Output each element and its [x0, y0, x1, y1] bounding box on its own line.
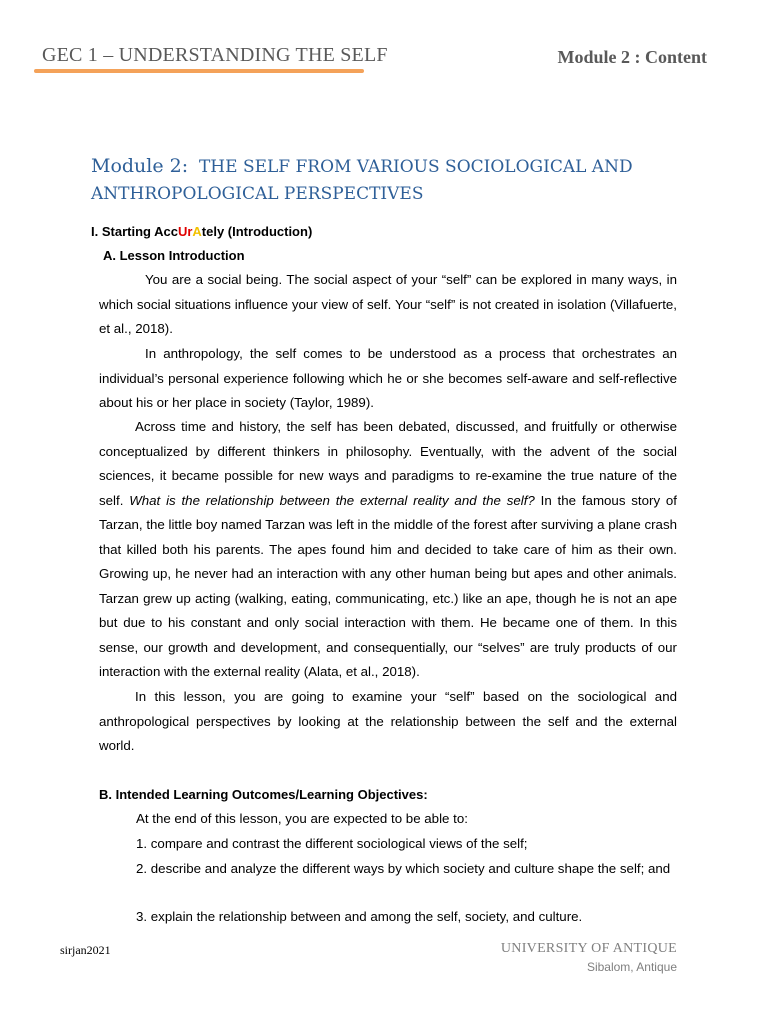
- course-title: GEC 1 – UNDERSTANDING THE SELF: [42, 44, 388, 66]
- paragraph-3-question: What is the relationship between the external reality and the self?: [129, 492, 535, 508]
- objective-3: 3. explain the relationship between and among the self, society, and culture.: [136, 909, 583, 924]
- header-underline: [34, 69, 364, 73]
- section-i-red-letters: Ur: [177, 224, 193, 239]
- section-i-yellow-letter: A: [192, 224, 202, 239]
- university-location: Sibalom, Antique: [586, 960, 677, 974]
- objective-2: 2. describe and analyze the different ways by which society and culture shape the self; and: [136, 861, 671, 876]
- learning-objectives-heading: B. Intended Learning Outcomes/Learning Objectives:: [99, 787, 428, 802]
- lesson-introduction-heading: A. Lesson Introduction: [103, 248, 245, 263]
- module-title: [91, 153, 711, 208]
- section-i-heading: [91, 224, 312, 239]
- intro-paragraph-3: [99, 415, 677, 685]
- section-i-suffix: tely (Introduction): [201, 224, 313, 239]
- module-title-line2: ANTHROPOLOGICAL PERSPECTIVES: [91, 184, 424, 204]
- paragraph-3-start: Across time and history, the self has been debated, discussed, and fruitfully or otherwise conceptualized by different thinkers in philosophy. Eventually, with the advent of the social sciences, it became possible for new ways and paradigms to re-examine the true nature of the self.: [99, 419, 677, 508]
- footer-author: sirjan2021: [60, 943, 111, 957]
- intro-paragraph-2: In anthropology, the self comes to be understood as a process that orchestrates an individual’s personal experience following which he or she becomes self-aware and self-reflective about his or her place in society (Taylor, 1989).: [99, 346, 677, 410]
- intro-paragraph-4: In this lesson, you are going to examine your “self” based on the sociological and anthropological perspectives by looking at the relationship between the self and the external world.: [99, 689, 677, 753]
- module-title-line1: [91, 153, 711, 181]
- intro-paragraph-1: You are a social being. The social aspect of your “self” can be explored in many ways, in which social situations influence your view of self. Your “self” is not created in isolation (Villafuerte, et al., 2018).: [99, 272, 677, 336]
- objective-1: 1. compare and contrast the different sociological views of the self;: [136, 836, 528, 851]
- section-i-prefix: I. Starting Acc: [91, 224, 178, 239]
- module-label: Module 2 : Content: [557, 47, 707, 67]
- university-name: UNIVERSITY OF ANTIQUE: [500, 941, 677, 956]
- footer-university: [501, 941, 677, 974]
- objectives-intro: At the end of this lesson, you are expected to be able to:: [136, 811, 468, 826]
- paragraph-3-end: In the famous story of Tarzan, the little boy named Tarzan was left in the middle of the forest after surviving a plane crash that killed both his parents. The apes found him and decided to take care of him as their own. Growing up, he never had an interaction with any other human being but apes and other animals. Tarzan grew up acting (walking, eating, communicating, etc.) like an ape, though he is not an ape but due to his constant and only social interaction with them. He became one of them. In this sense, our growth and development, and consequentially, our “selves” are truly products of our interaction with the external reality (Alata, et al., 2018).: [99, 492, 678, 679]
- module-title-text1: THE SELF FROM VARIOUS SOCIOLOGICAL AND: [198, 157, 633, 177]
- module-title-lead: Module 2:: [91, 155, 189, 177]
